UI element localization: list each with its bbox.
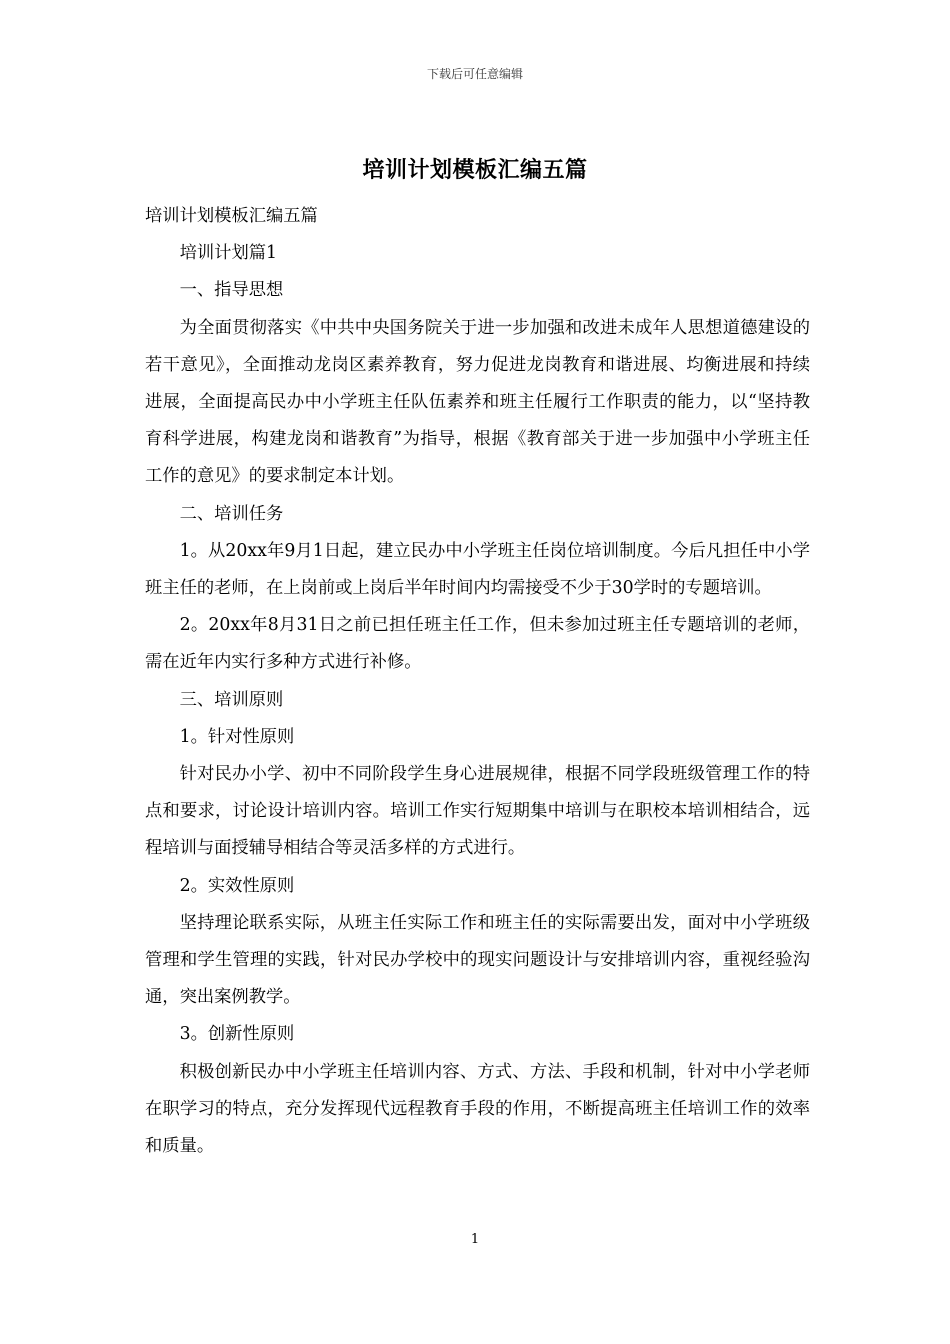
subsection-heading: 3。创新性原则 [179, 1024, 295, 1045]
page-header: 下载后可任意编辑 [426, 67, 523, 81]
paragraph: 坚持理论联系实际，从班主任实际工作和班主任的实际需要出发，面对中小学班级管理和学生管理的实践，针对民办学校中的现实问题设计与安排培训内容，重视经验沟通，突出案例教学。 [145, 912, 810, 1008]
paragraph: 2。20xx年8月31日之前已担任班主任工作，但未参加过班主任专题培训的老师，需在近年内实行多种方式进行补修。 [145, 615, 810, 673]
paragraph: 培训计划模板汇编五篇 [145, 206, 318, 226]
paragraph: 为全面贯彻落实《中共中央国务院关于进一步加强和改进未成年人思想道德建设的若干意见》，全面推动龙岗区素养教育，努力促进龙岗教育和谐进展、均衡进展和持续进展，全面提高民办中小学班主任队伍素养和班主任履行工作职责的能力，以“坚持教育科学进展，构建龙岗和谐教育”为指导，根据《教育部关于进一步加强中小学班主任工作的意见》的要求制定本计划。 [145, 317, 810, 487]
paragraph: 积极创新民办中小学班主任培训内容、方式、方法、手段和机制，针对中小学老师在职学习的特点，充分发挥现代远程教育手段的作用，不断提高班主任培训工作的效率和质量。 [145, 1061, 810, 1157]
document-body [145, 198, 810, 1165]
section-heading: 三、培训原则 [179, 689, 284, 710]
section-heading: 培训计划篇1 [179, 243, 277, 264]
page-number: 1 [470, 1232, 480, 1247]
subsection-heading: 1。针对性原则 [179, 726, 295, 747]
paragraph: 针对民办小学、初中不同阶段学生身心进展规律，根据不同学段班级管理工作的特点和要求，讨论设计培训内容。培训工作实行短期集中培训与在职校本培训相结合，远程培训与面授辅导相结合等灵活多样的方式进行。 [145, 764, 810, 859]
document-title: 培训计划模板汇编五篇 [362, 157, 588, 183]
section-heading: 二、培训任务 [179, 503, 284, 524]
subsection-heading: 2。实效性原则 [179, 875, 295, 896]
section-heading: 一、指导思想 [179, 280, 284, 301]
paragraph: 1。从20xx年9月1日起，建立民办中小学班主任岗位培训制度。今后凡担任中小学班主任的老师，在上岗前或上岗后半年时间内均需接受不少于30学时的专题培训。 [145, 540, 810, 599]
